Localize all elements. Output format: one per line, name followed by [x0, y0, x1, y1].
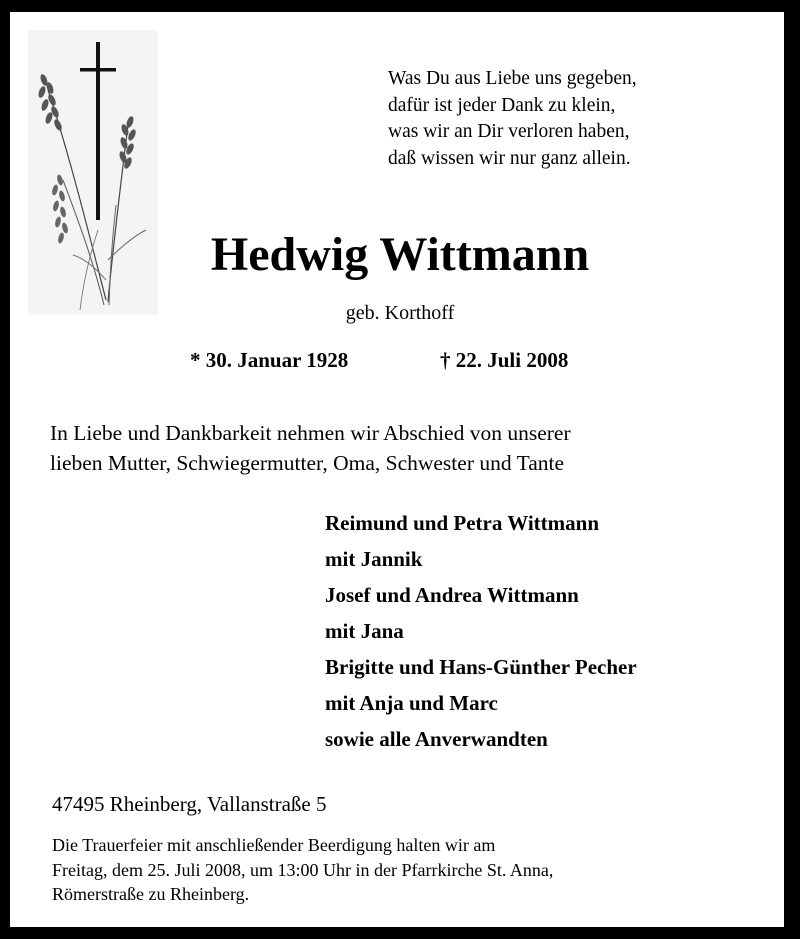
mourner-line: Josef und Andrea Wittmann [325, 583, 579, 607]
service-line: Freitag, dem 25. Juli 2008, um 13:00 Uhr in der Pfarrkirche St. Anna, [52, 859, 554, 880]
mourner-line: mit Jannik [325, 547, 423, 571]
death-date: † 22. Juli 2008 [440, 348, 569, 372]
mourners-list [325, 505, 637, 757]
farewell-line: lieben Mutter, Schwiegermutter, Oma, Schwester und Tante [50, 451, 565, 475]
maiden-name: geb. Korthoff [345, 302, 455, 324]
mourner-line: sowie alle Anverwandten [325, 727, 548, 751]
farewell-line: In Liebe und Dankbarkeit nehmen wir Abschied von unserer [50, 421, 571, 445]
service-details [52, 833, 553, 907]
poem-line: daß wissen wir nur ganz allein. [388, 147, 631, 169]
birth-date: * 30. Januar 1928 [190, 348, 349, 372]
family-address: 47495 Rheinberg, Vallanstraße 5 [52, 792, 327, 816]
farewell-text [50, 418, 571, 478]
mourner-line: Reimund und Petra Wittmann [325, 511, 600, 535]
mourner-line: mit Jana [325, 619, 404, 643]
service-line: Römerstraße zu Rheinberg. [52, 884, 250, 904]
mourner-line: mit Anja und Marc [325, 691, 498, 715]
mourner-line: Brigitte und Hans-Günther Pecher [325, 655, 637, 679]
poem-line: was wir an Dir verloren haben, [388, 121, 630, 142]
deceased-name: Hedwig Wittmann [210, 228, 590, 281]
poem-line: dafür ist jeder Dank zu klein, [388, 94, 616, 116]
poem-line: Was Du aus Liebe uns gegeben, [388, 68, 637, 89]
service-line: Die Trauerfeier mit anschließender Beerdigung halten wir am [52, 835, 496, 855]
poem [388, 66, 637, 172]
